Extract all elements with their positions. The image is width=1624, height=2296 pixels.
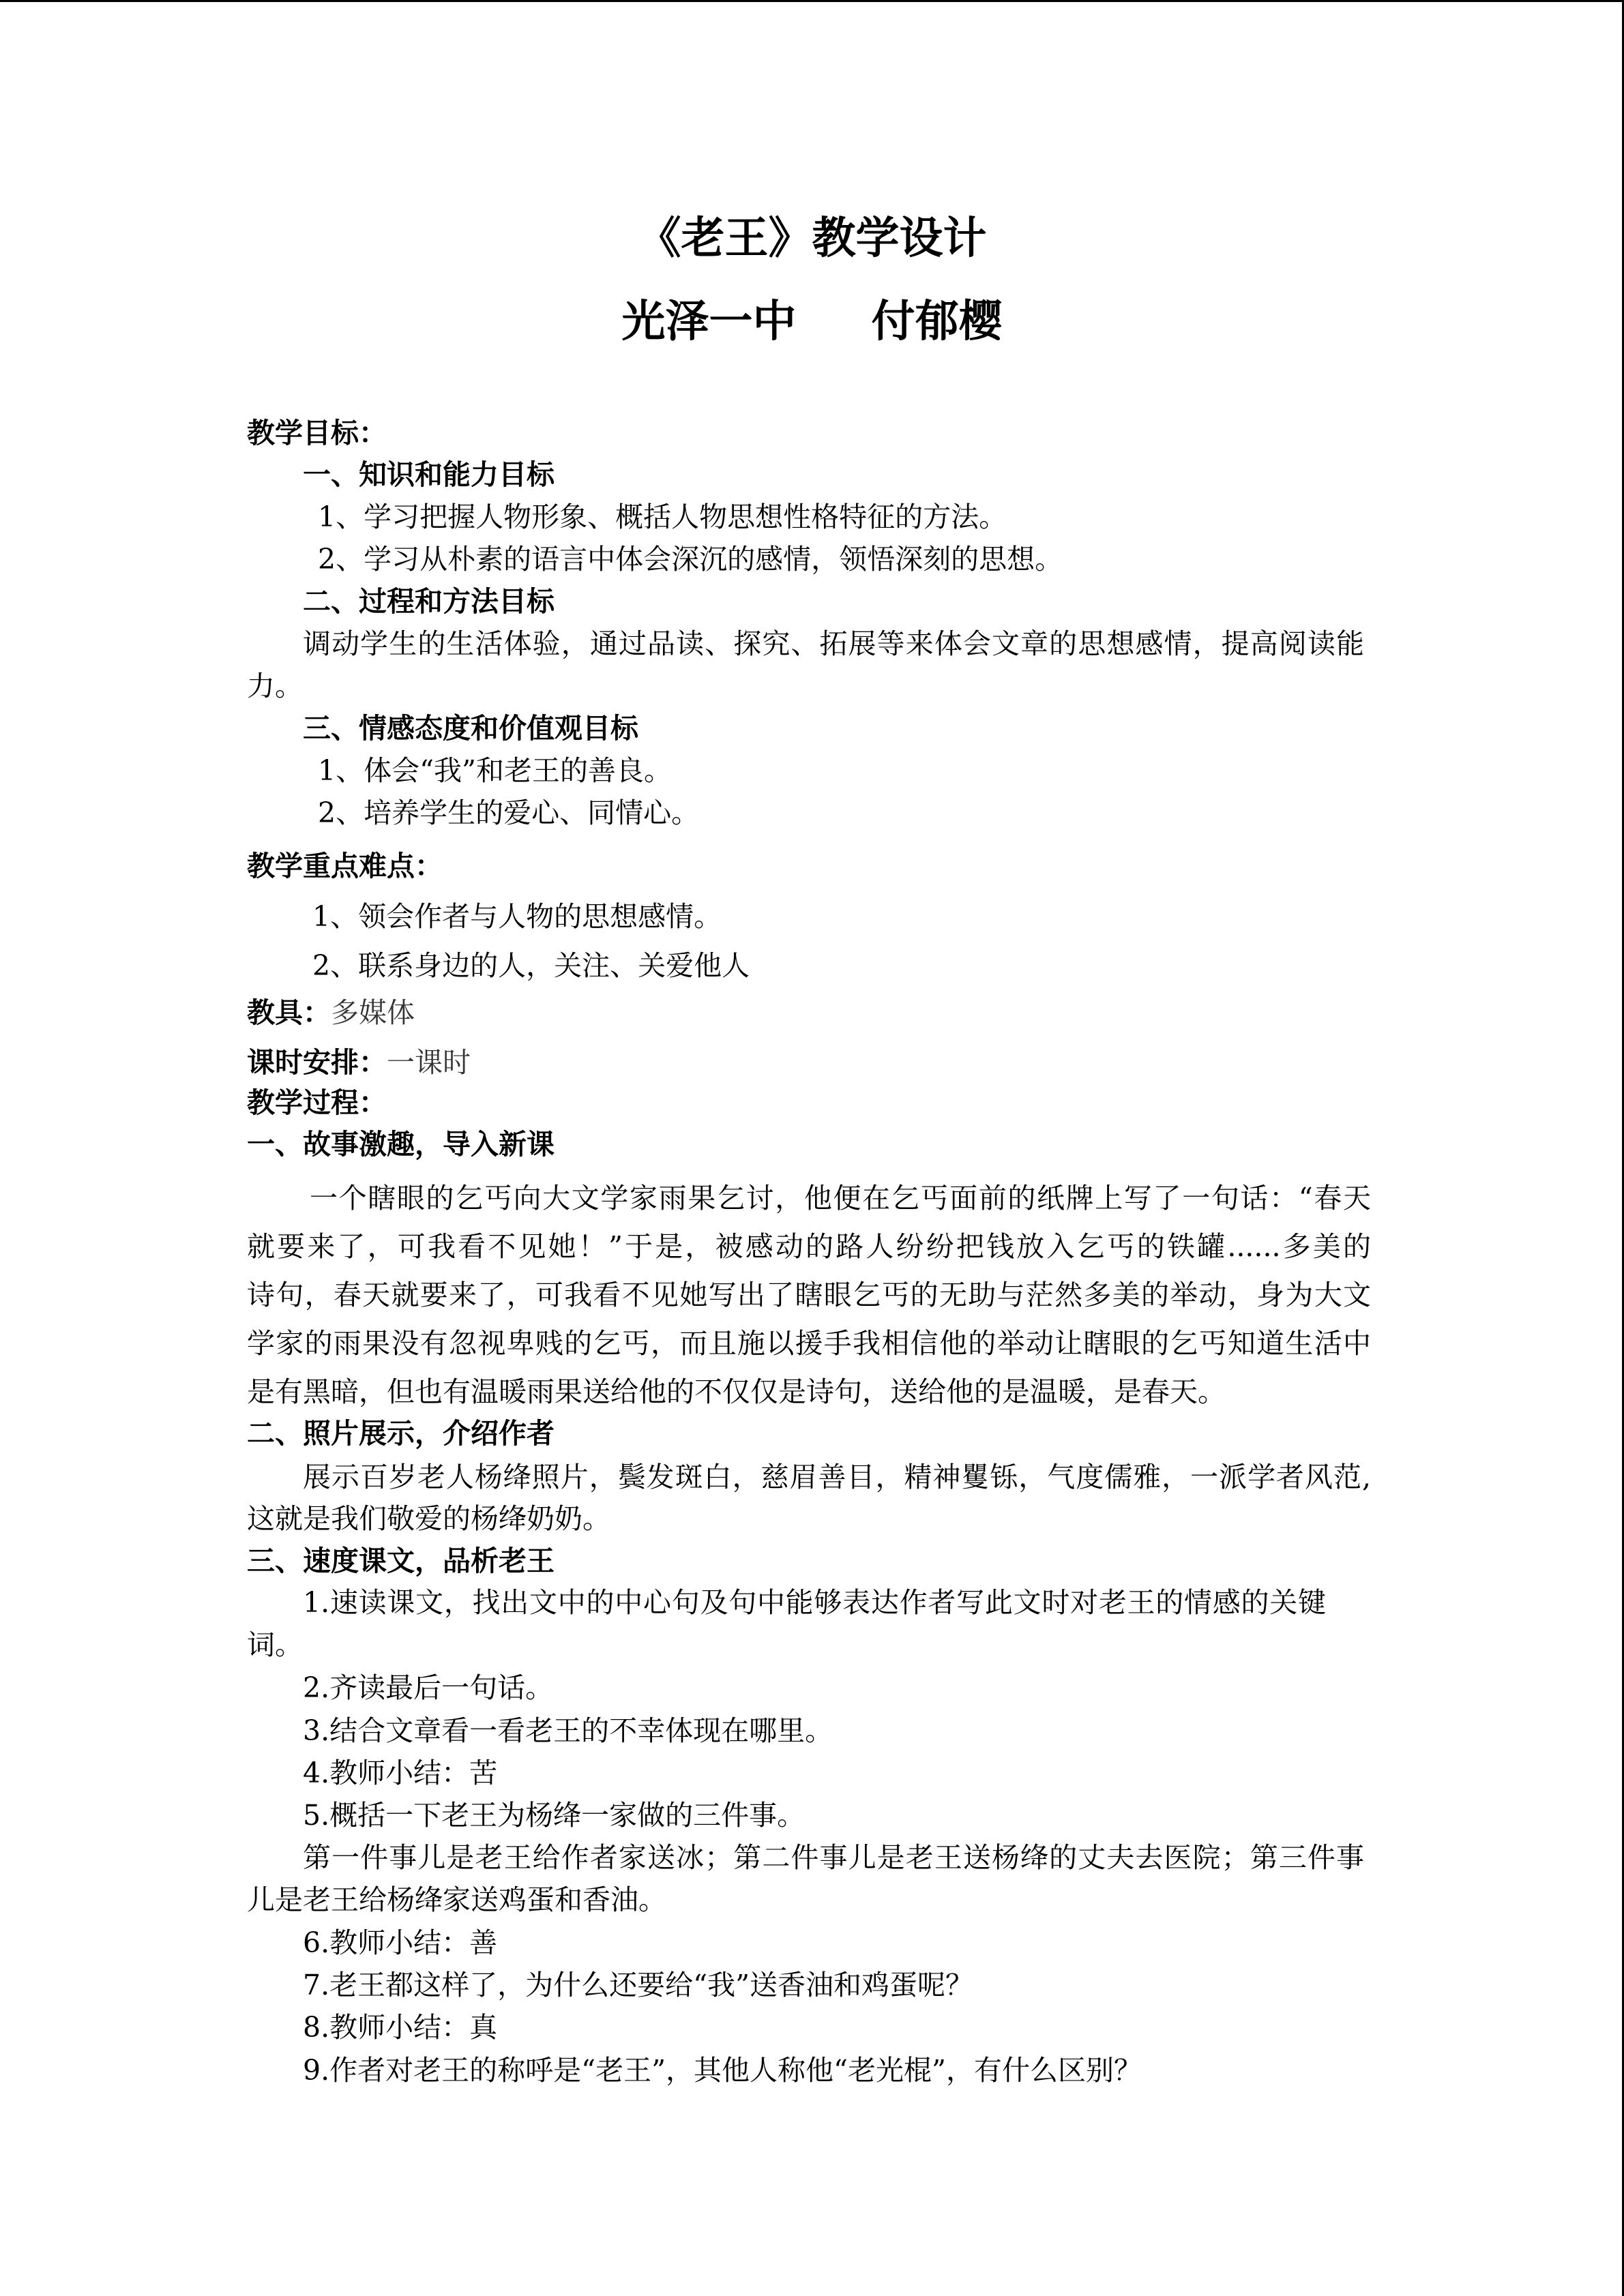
document-title: 《老王》教学设计 (637, 213, 987, 264)
process-heading: 二、过程和方法目标 (303, 585, 555, 618)
section2-line-2: 这就是我们敬爱的杨绛奶奶。 (247, 1502, 610, 1535)
section3-q3: 3.结合文章看一看老王的不幸体现在哪里。 (303, 1714, 833, 1747)
section1-line-3: 诗句，春天就要来了，可我看不见她写出了瞎眼乞丐的无助与茫然多美的举动，身为大文 (247, 1279, 1371, 1311)
tools-line (247, 996, 415, 1029)
section3-heading: 三、速度课文，品析老王 (247, 1545, 555, 1577)
section1-line-1: 一个瞎眼的乞丐向大文学家雨果乞讨，他便在乞丐面前的纸牌上写了一句话：“春天 (310, 1182, 1371, 1214)
section1-heading: 一、故事激趣，导入新课 (247, 1128, 555, 1161)
schedule-label: 课时安排： (247, 1046, 387, 1079)
section3-q8: 8.教师小结：真 (303, 2011, 498, 2044)
tools-label: 教具： (247, 996, 331, 1029)
process-text-line2: 力。 (247, 670, 303, 702)
tools-value: 多媒体 (331, 996, 415, 1029)
objectives-heading: 教学目标： (247, 417, 387, 449)
section3-q5: 5.概括一下老王为杨绛一家做的三件事。 (303, 1799, 806, 1832)
section1-line-2: 就要来了，可我看不见她！”于是，被感动的路人纷纷把钱放入乞丐的铁罐......多美的 (247, 1230, 1371, 1263)
knowledge-item-2: 2、学习从朴素的语言中体会深沉的感情，领悟深刻的思想。 (318, 543, 1063, 576)
section1-line-5: 是有黑暗，但也有温暖雨果送给他的不仅仅是诗句，送给他的是温暖，是春天。 (247, 1375, 1226, 1408)
schedule-value: 一课时 (387, 1046, 471, 1079)
emotion-item-1: 1、体会“我”和老王的善良。 (318, 754, 673, 787)
section1-line-4: 学家的雨果没有忽视卑贱的乞丐，而且施以援手我相信他的举动让瞎眼的乞丐知道生活中 (247, 1327, 1371, 1360)
schedule-line (247, 1046, 471, 1079)
section3-q1-line1: 1.速读课文，找出文中的中心句及句中能够表达作者写此文时对老王的情感的关键 (303, 1586, 1326, 1619)
key-points-heading: 教学重点难点： (247, 850, 443, 882)
knowledge-item-1: 1、学习把握人物形象、概括人物思想性格特征的方法。 (318, 501, 1007, 533)
knowledge-heading: 一、知识和能力目标 (303, 458, 555, 491)
section3-q5-answer-line2: 儿是老王给杨绛家送鸡蛋和香油。 (247, 1883, 666, 1916)
section3-q6: 6.教师小结：善 (303, 1926, 498, 1959)
section3-q4: 4.教师小结：苦 (303, 1757, 498, 1789)
emotion-item-2: 2、培养学生的爱心、同情心。 (318, 796, 700, 829)
key-point-2: 2、联系身边的人，关注、关爱他人 (312, 949, 750, 982)
key-point-1: 1、领会作者与人物的思想感情。 (312, 900, 722, 933)
section3-q7: 7.老王都这样了，为什么还要给“我”送香油和鸡蛋呢？ (303, 1969, 974, 2001)
author-school: 光泽一中 (621, 297, 797, 347)
section2-heading: 二、照片展示，介绍作者 (247, 1417, 555, 1450)
author-name: 付郁樱 (871, 297, 1003, 347)
process-text-line1: 调动学生的生活体验，通过品读、探究、拓展等来体会文章的思想感情，提高阅读能 (303, 627, 1364, 660)
emotion-heading: 三、情感态度和价值观目标 (303, 712, 638, 745)
section3-q1-line2: 词。 (247, 1628, 303, 1661)
author-line (0, 297, 1624, 347)
section2-line-1: 展示百岁老人杨绛照片，鬓发斑白，慈眉善目，精神矍铄，气度儒雅，一派学者风范, (303, 1461, 1371, 1493)
section3-q5-answer-line1: 第一件事儿是老王给作者家送冰；第二件事儿是老王送杨绛的丈夫去医院；第三件事 (303, 1841, 1364, 1874)
section3-q9: 9.作者对老王的称呼是“老王”，其他人称他“老光棍”，有什么区别？ (303, 2054, 1142, 2087)
section3-q2: 2.齐读最后一句话。 (303, 1671, 554, 1704)
process-section-heading: 教学过程： (247, 1086, 387, 1119)
